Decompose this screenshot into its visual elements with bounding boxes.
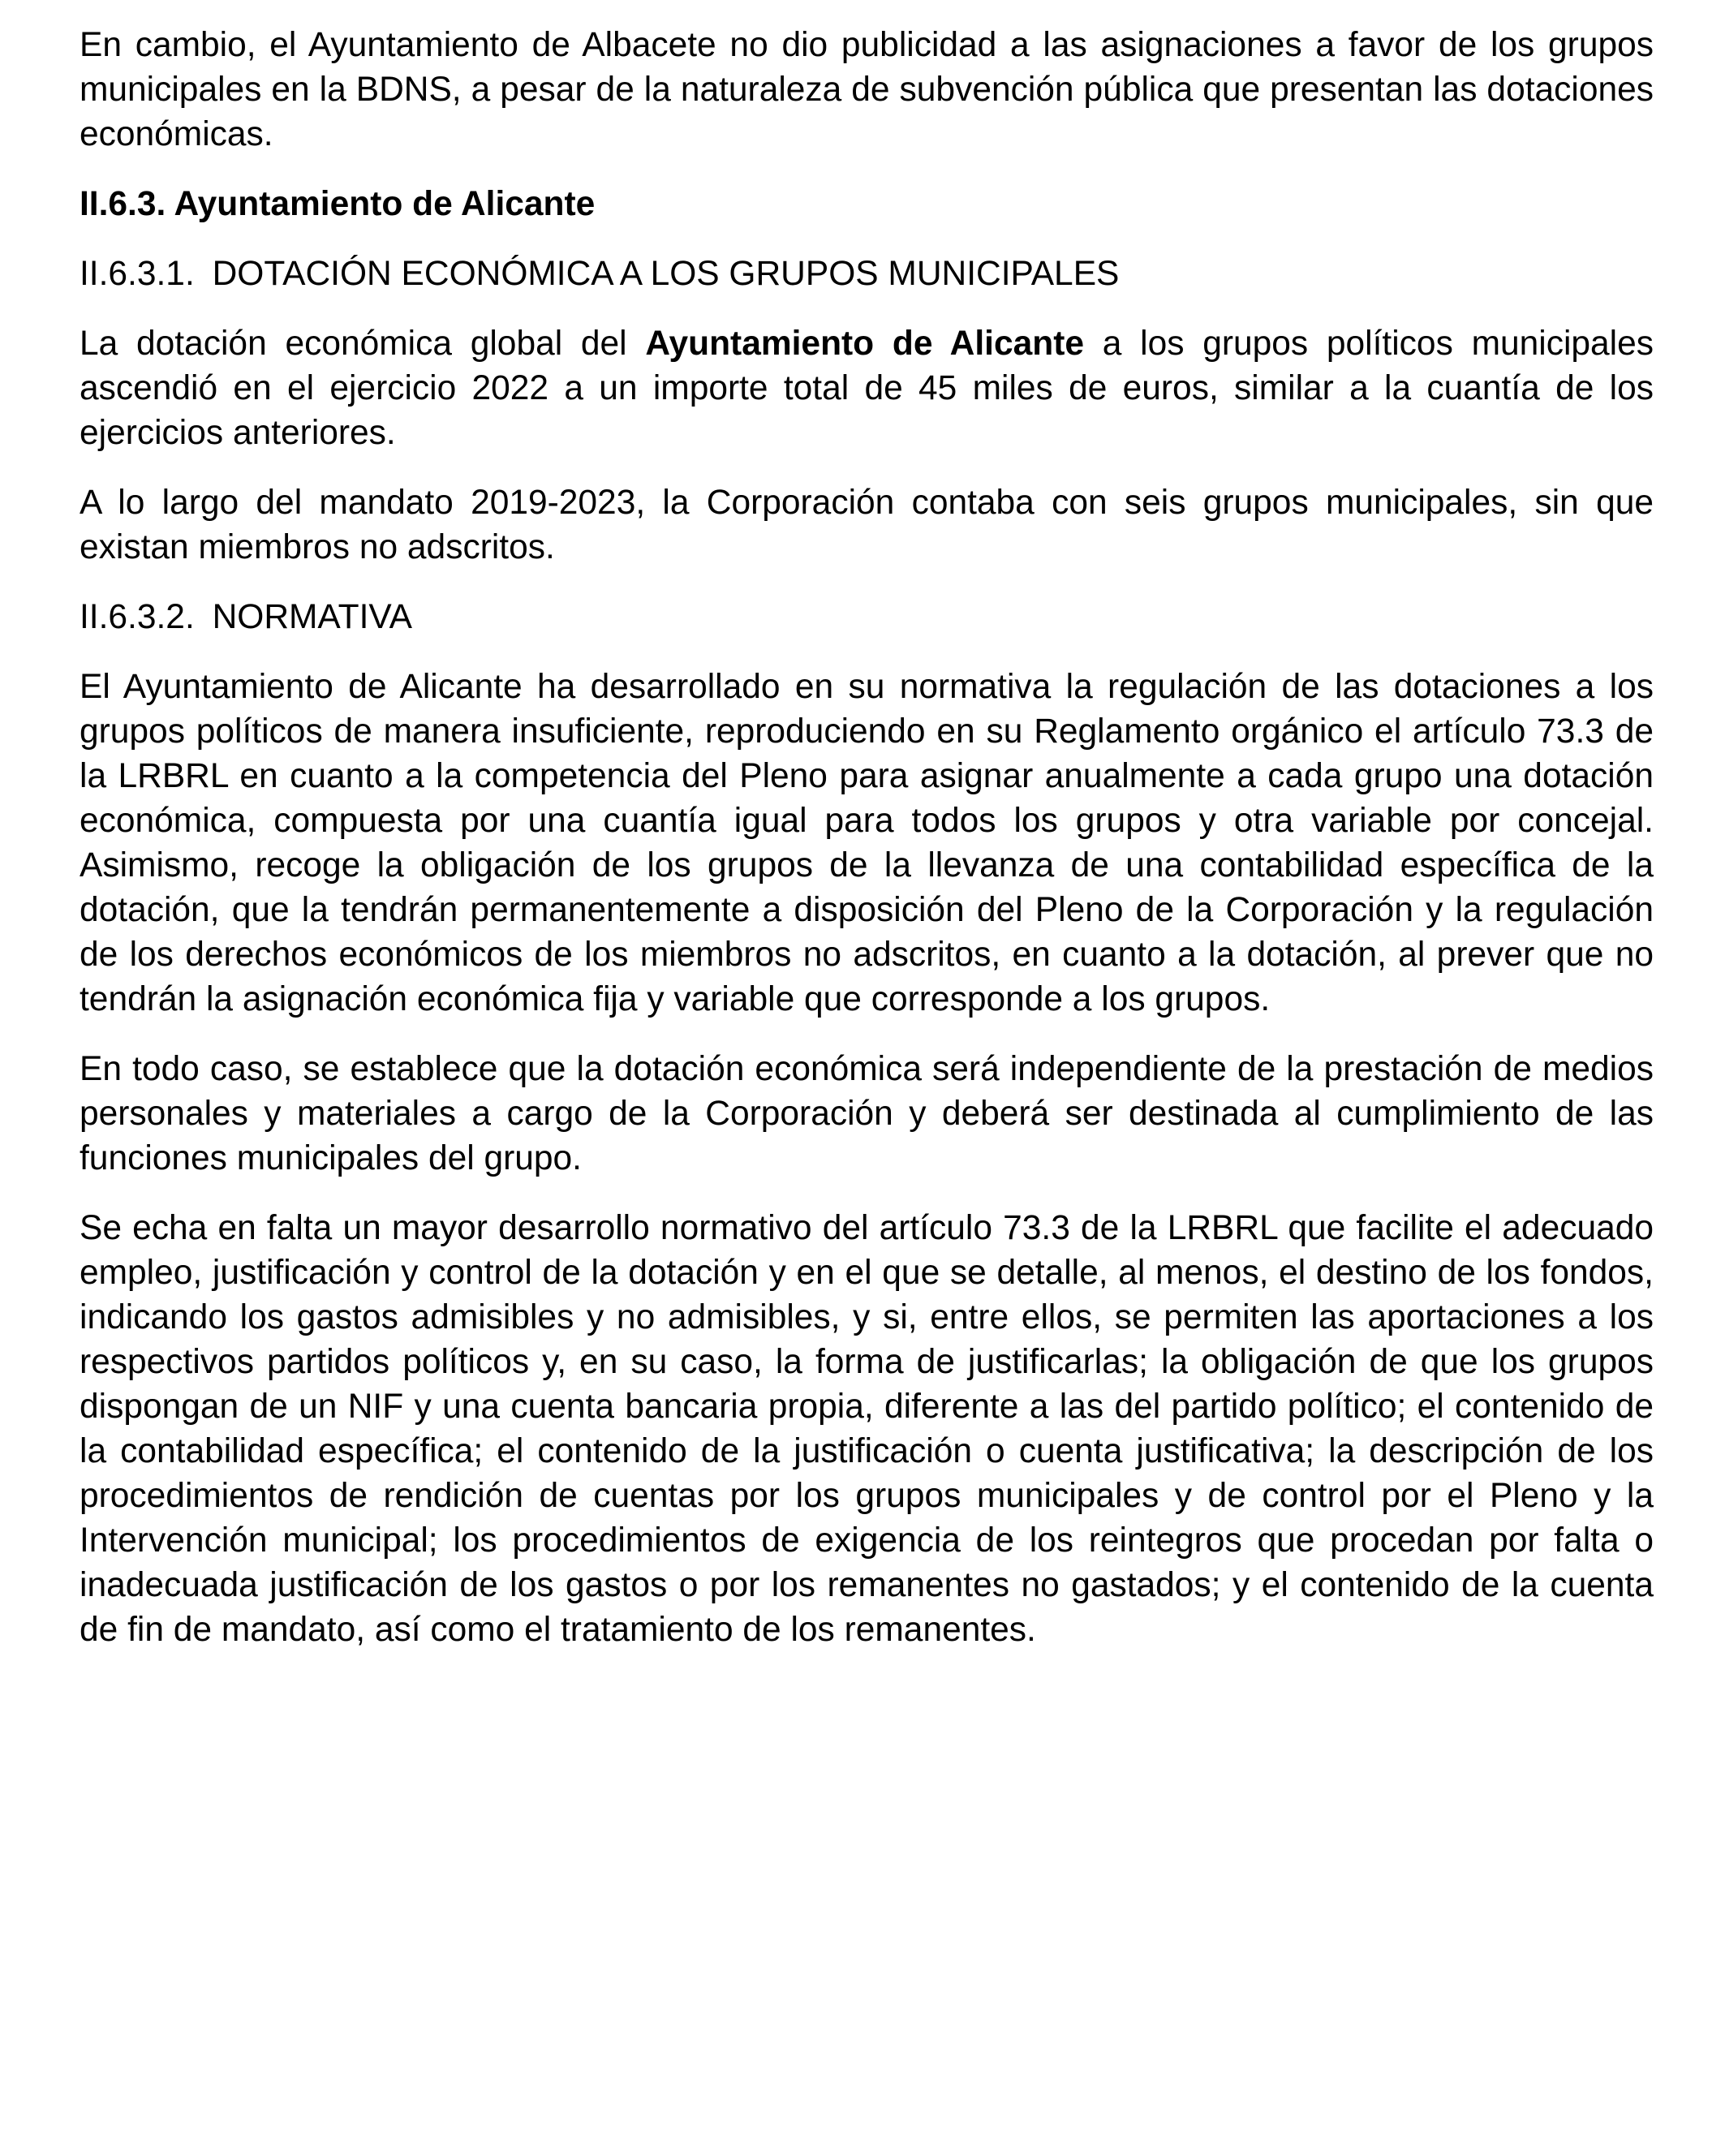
section-heading: II.6.3. Ayuntamiento de Alicante <box>80 185 596 223</box>
paragraph-text: La dotación económica global del <box>80 325 646 363</box>
subsection-heading-dotacion <box>80 252 1654 296</box>
subsection-heading-normativa <box>80 595 1654 639</box>
subsection-number: II.6.3.2. <box>80 598 195 636</box>
normativa-paragraph-1: El Ayuntamiento de Alicante ha desarrollado en su normativa la regulación de las dotaciones a los grupos políticos de manera insuficiente, reproduciendo en su Reglamento orgánico el artículo 73.3 de la LRBRL en cuanto a la competencia del Pleno para asignar anualmente a cada grupo una dotación económica, compuesta por una cuantía igual para todos los grupos y otra variable por concejal. Asimismo, recoge la obligación de los grupos de la llevanza de una contabilidad específica de la dotación, que la tendrán permanentemente a disposición del Pleno de la Corporación y la regulación de los derechos económicos de los miembros no adscritos, en cuanto a la dotación, al prever que no tendrán la asignación económica fija y variable que corresponde a los grupos. <box>80 668 1654 1018</box>
subsection-title: DOTACIÓN ECONÓMICA A LOS GRUPOS MUNICIPALES <box>212 255 1120 293</box>
subsection-title: NORMATIVA <box>212 598 412 636</box>
dotacion-paragraph-2: A lo largo del mandato 2019-2023, la Corporación contaba con seis grupos municipales, sin que existan miembros no adscritos. <box>80 484 1654 566</box>
paragraph-text: a los grupos políticos municipales ascendió en el ejercicio 2022 a un importe total de 45 miles de euros, similar a la cuantía de los ejercicios anteriores. <box>80 325 1654 452</box>
normativa-paragraph-3: Se echa en falta un mayor desarrollo normativo del artículo 73.3 de la LRBRL que facilite el adecuado empleo, justificación y control de la dotación y en el que se detalle, al menos, el destino de los fondos, indicando los gastos admisibles y no admisibles, y si, entre ellos, se permiten las aportaciones a los respectivos partidos políticos y, en su caso, la forma de justificarlas; la obligación de que los grupos dispongan de un NIF y una cuenta bancaria propia, diferente a las del partido político; el contenido de la contabilidad específica; el contenido de la justificación o cuenta justificativa; la descripción de los procedimientos de rendición de cuentas por los grupos municipales y de control por el Pleno y la Intervención municipal; los procedimientos de exigencia de los reintegros que procedan por falta o inadecuada justificación de los gastos o por los remanentes no gastados; y el contenido de la cuenta de fin de mandato, así como el tratamiento de los remanentes. <box>80 1209 1654 1649</box>
document-page <box>80 23 1654 1677</box>
subsection-number: II.6.3.1. <box>80 255 195 293</box>
paragraph-emphasis: Ayuntamiento de Alicante <box>645 325 1084 363</box>
normativa-paragraph-2: En todo caso, se establece que la dotación económica será independiente de la prestación de medios personales y materiales a cargo de la Corporación y deberá ser destinada al cumplimiento de las funciones municipales del grupo. <box>80 1050 1654 1177</box>
intro-paragraph: En cambio, el Ayuntamiento de Albacete no dio publicidad a las asignaciones a favor de los grupos municipales en la BDNS, a pesar de la naturaleza de subvención pública que presentan las dotaciones económicas. <box>80 26 1654 153</box>
dotacion-paragraph-1 <box>80 321 1654 455</box>
